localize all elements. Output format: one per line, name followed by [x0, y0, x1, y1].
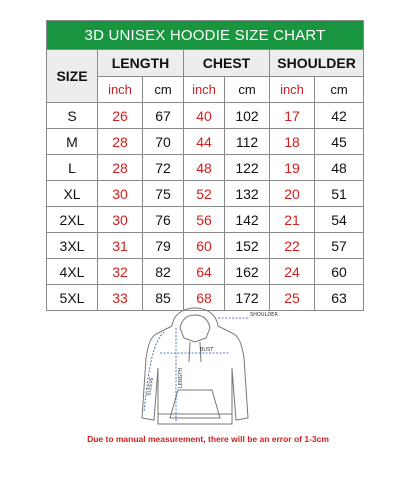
shoulder-cm-cell: 45 — [315, 129, 364, 155]
size-cell: XL — [47, 181, 98, 207]
table-row — [47, 181, 364, 207]
chest-inch-cell: 60 — [184, 233, 225, 259]
length-cm-cell: 72 — [143, 155, 184, 181]
size-cell: 2XL — [47, 207, 98, 233]
shoulder-inch-cell: 18 — [270, 129, 315, 155]
table-row — [47, 129, 364, 155]
size-chart-table — [46, 20, 364, 311]
length-inch-cell: 30 — [98, 181, 143, 207]
unit-chest-inch: inch — [184, 77, 225, 103]
shoulder-cm-cell: 57 — [315, 233, 364, 259]
unit-shoulder-inch: inch — [270, 77, 315, 103]
chest-cm-cell: 142 — [225, 207, 270, 233]
length-inch-cell: 30 — [98, 207, 143, 233]
hoodie-outline-icon — [142, 308, 248, 424]
shoulder-inch-cell: 20 — [270, 181, 315, 207]
size-cell: 4XL — [47, 259, 98, 285]
table-row — [47, 103, 364, 129]
length-cm-cell: 82 — [143, 259, 184, 285]
measurement-note: Due to manual measurement, there will be an error of 1-3cm — [87, 434, 329, 444]
chest-cm-cell: 132 — [225, 181, 270, 207]
length-cm-cell: 70 — [143, 129, 184, 155]
chest-cm-cell: 112 — [225, 129, 270, 155]
table-row — [47, 259, 364, 285]
chest-cm-cell: 122 — [225, 155, 270, 181]
diagram-label-bust: BUST — [200, 347, 214, 353]
unit-shoulder-cm: cm — [315, 77, 364, 103]
diagram-label-shoulder: SHOULDER — [250, 312, 278, 318]
size-cell: M — [47, 129, 98, 155]
chest-inch-cell: 40 — [184, 103, 225, 129]
hoodie-measurement-diagram — [120, 306, 290, 428]
shoulder-inch-cell: 17 — [270, 103, 315, 129]
chest-inch-cell: 52 — [184, 181, 225, 207]
length-cm-cell: 76 — [143, 207, 184, 233]
unit-length-inch: inch — [98, 77, 143, 103]
header-length: LENGTH — [98, 50, 184, 77]
length-inch-cell: 28 — [98, 155, 143, 181]
chest-inch-cell: 44 — [184, 129, 225, 155]
diagram-label-length: LENGTH — [178, 367, 184, 388]
chest-inch-cell: 64 — [184, 259, 225, 285]
shoulder-inch-cell: 21 — [270, 207, 315, 233]
header-shoulder: SHOULDER — [270, 50, 364, 77]
chest-cm-cell: 172 — [225, 285, 270, 311]
chart-title: 3D UNISEX HOODIE SIZE CHART — [47, 21, 364, 50]
shoulder-cm-cell: 42 — [315, 103, 364, 129]
unit-chest-cm: cm — [225, 77, 270, 103]
shoulder-inch-cell: 22 — [270, 233, 315, 259]
header-size: SIZE — [47, 50, 98, 103]
chest-inch-cell: 48 — [184, 155, 225, 181]
shoulder-cm-cell: 48 — [315, 155, 364, 181]
length-cm-cell: 85 — [143, 285, 184, 311]
header-chest: CHEST — [184, 50, 270, 77]
length-inch-cell: 31 — [98, 233, 143, 259]
length-inch-cell: 33 — [98, 285, 143, 311]
length-inch-cell: 26 — [98, 103, 143, 129]
table-row — [47, 233, 364, 259]
unit-length-cm: cm — [143, 77, 184, 103]
size-cell: S — [47, 103, 98, 129]
table-row — [47, 207, 364, 233]
chest-inch-cell: 56 — [184, 207, 225, 233]
shoulder-cm-cell: 51 — [315, 181, 364, 207]
size-cell: L — [47, 155, 98, 181]
table-row — [47, 155, 364, 181]
length-cm-cell: 75 — [143, 181, 184, 207]
diagram-label-sleeve: SLEEVE — [146, 376, 156, 397]
size-cell: 5XL — [47, 285, 98, 311]
shoulder-cm-cell: 60 — [315, 259, 364, 285]
chest-cm-cell: 102 — [225, 103, 270, 129]
length-inch-cell: 28 — [98, 129, 143, 155]
shoulder-cm-cell: 63 — [315, 285, 364, 311]
shoulder-inch-cell: 25 — [270, 285, 315, 311]
shoulder-inch-cell: 24 — [270, 259, 315, 285]
length-cm-cell: 79 — [143, 233, 184, 259]
shoulder-cm-cell: 54 — [315, 207, 364, 233]
chest-cm-cell: 152 — [225, 233, 270, 259]
size-cell: 3XL — [47, 233, 98, 259]
chest-cm-cell: 162 — [225, 259, 270, 285]
length-inch-cell: 32 — [98, 259, 143, 285]
chest-inch-cell: 68 — [184, 285, 225, 311]
length-cm-cell: 67 — [143, 103, 184, 129]
shoulder-inch-cell: 19 — [270, 155, 315, 181]
